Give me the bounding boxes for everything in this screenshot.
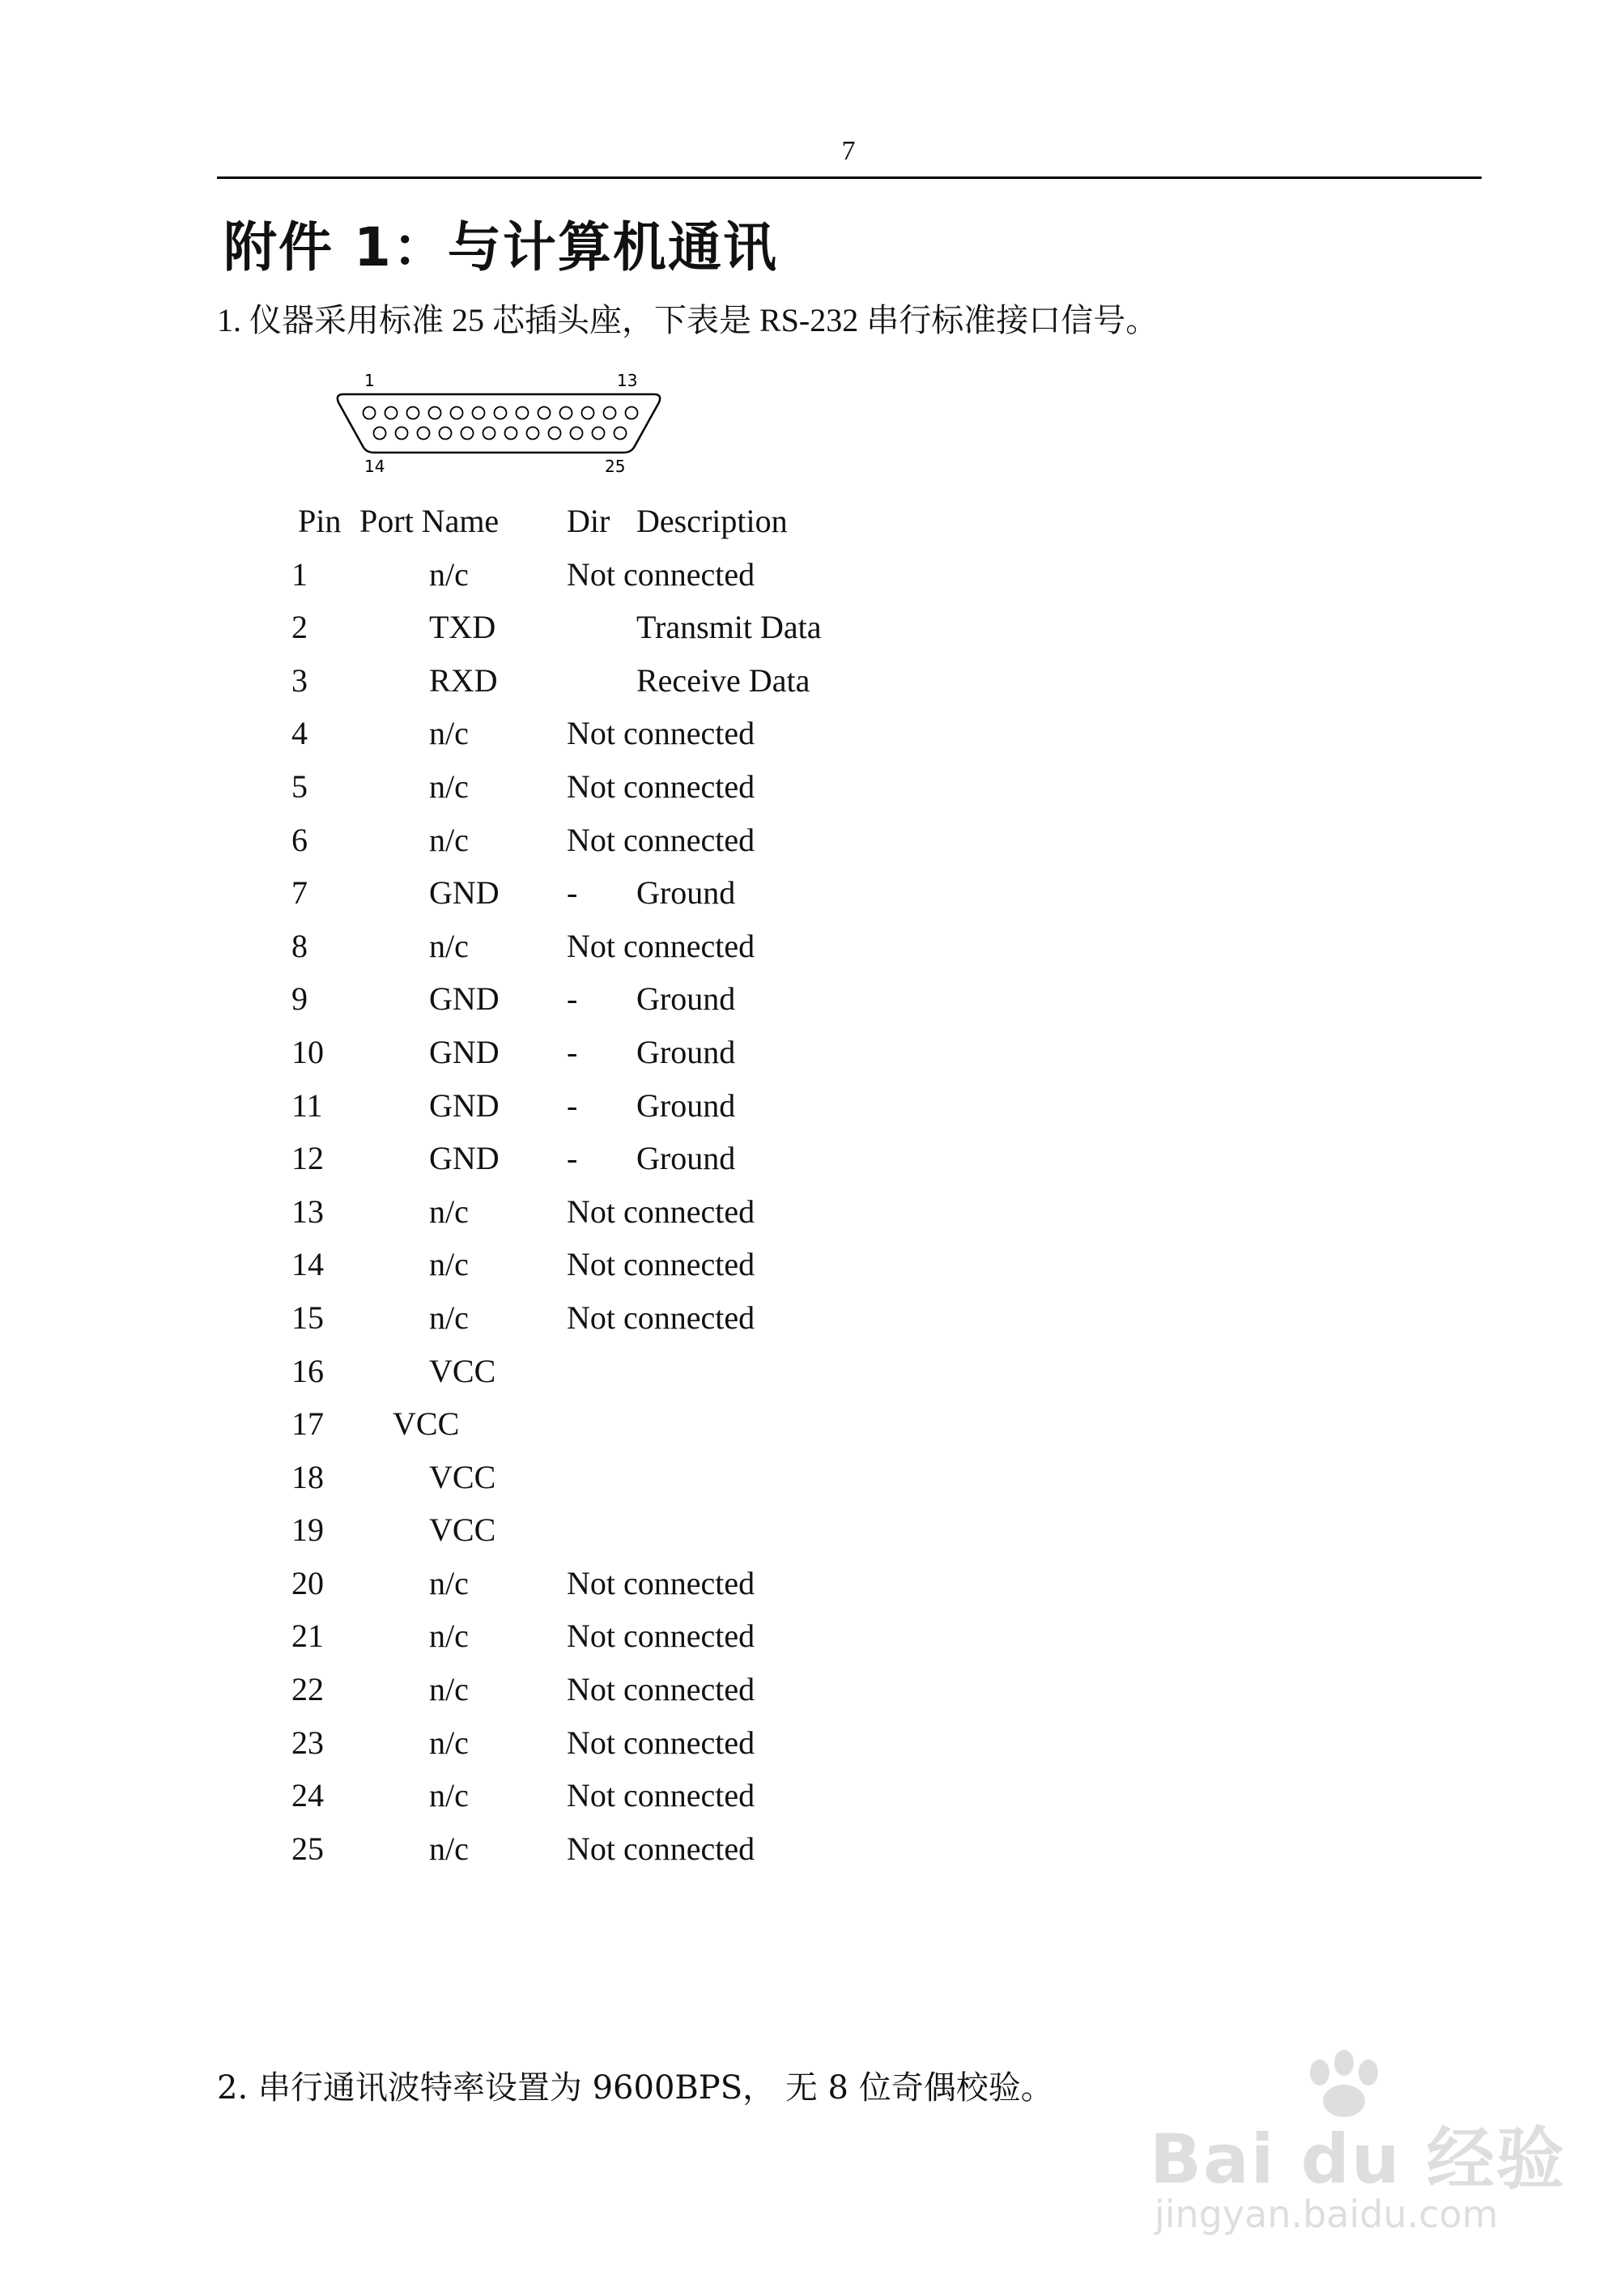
pin-cell: 4 xyxy=(291,715,308,752)
port-name-cell: VCC xyxy=(429,1512,496,1549)
connector-pin xyxy=(571,427,583,440)
port-name-cell: n/c xyxy=(429,1246,469,1283)
connector-pin xyxy=(385,407,398,419)
connector-label-pin1: 1 xyxy=(364,371,375,390)
description-cell: Not connected xyxy=(567,555,755,593)
connector-label-pin25: 25 xyxy=(605,457,626,476)
dir-cell: - xyxy=(567,1086,578,1124)
connector-pin xyxy=(440,427,452,440)
connector-pin xyxy=(549,427,561,440)
connector-pin xyxy=(615,427,627,440)
description-cell: Not connected xyxy=(567,1724,755,1761)
watermark-brand: Bai du 经验 xyxy=(1150,2120,1566,2199)
description-cell: Ground xyxy=(636,1033,736,1070)
pin-cell: 23 xyxy=(291,1724,324,1761)
description-cell: Not connected xyxy=(567,821,755,858)
port-name-cell: n/c xyxy=(429,1618,469,1655)
description-cell: Ground xyxy=(636,874,736,912)
db25-connector-diagram xyxy=(334,368,674,478)
pin-cell: 24 xyxy=(291,1777,324,1814)
pin-cell: 25 xyxy=(291,1830,324,1867)
intro-paragraph: 1. 仪器采用标准 25 芯插头座，下表是 RS-232 串行标准接口信号。 xyxy=(217,302,1159,338)
port-name-cell: n/c xyxy=(429,1830,469,1867)
baidu-watermark xyxy=(1150,2048,1566,2243)
port-name-cell: n/c xyxy=(429,1193,469,1230)
connector-pin xyxy=(626,407,638,419)
pin-cell: 2 xyxy=(291,609,308,646)
connector-shell xyxy=(338,394,660,453)
connector-pin xyxy=(461,427,474,440)
connector-pin xyxy=(396,427,408,440)
port-name-cell: VCC xyxy=(393,1405,460,1443)
connector-pin xyxy=(538,407,551,419)
pin-cell: 6 xyxy=(291,821,308,858)
pin-cell: 20 xyxy=(291,1564,324,1601)
connector-pin xyxy=(517,407,529,419)
port-name-cell: VCC xyxy=(429,1352,496,1389)
pin-cell: 22 xyxy=(291,1671,324,1708)
pin-cell: 21 xyxy=(291,1618,324,1655)
pin-cell: 1 xyxy=(291,555,308,593)
connector-pin xyxy=(483,427,495,440)
description-cell: Not connected xyxy=(567,767,755,805)
description-cell: Transmit Data xyxy=(636,609,822,646)
connector-pins xyxy=(364,407,638,440)
connector-pin xyxy=(582,407,594,419)
description-cell: Not connected xyxy=(567,715,755,752)
connector-label-pin13: 13 xyxy=(617,371,638,390)
pin-cell: 16 xyxy=(291,1352,324,1389)
pin-cell: 5 xyxy=(291,767,308,805)
description-cell: Not connected xyxy=(567,1299,755,1336)
port-name-cell: GND xyxy=(429,874,500,912)
pin-cell: 8 xyxy=(291,927,308,964)
pin-cell: 14 xyxy=(291,1246,324,1283)
page-number: 7 xyxy=(841,136,856,166)
description-cell: Not connected xyxy=(567,1246,755,1283)
port-name-cell: n/c xyxy=(429,1724,469,1761)
header-description: Description xyxy=(636,503,788,539)
connector-pin xyxy=(505,427,517,440)
connector-pin xyxy=(451,407,463,419)
watermark-url: jingyan.baidu.com xyxy=(1155,2192,1499,2236)
pin-cell: 9 xyxy=(291,980,308,1018)
connector-pin xyxy=(495,407,507,419)
pin-cell: 7 xyxy=(291,874,308,912)
pin-cell: 13 xyxy=(291,1193,324,1230)
connector-pin xyxy=(593,427,605,440)
port-name-cell: n/c xyxy=(429,1777,469,1814)
header-pin: Pin xyxy=(298,503,342,539)
connector-pin xyxy=(374,427,386,440)
connector-pin xyxy=(560,407,572,419)
connector-pin xyxy=(418,427,430,440)
description-cell: Ground xyxy=(636,980,736,1018)
description-cell: Not connected xyxy=(567,927,755,964)
port-name-cell: VCC xyxy=(429,1458,496,1495)
port-name-cell: n/c xyxy=(429,1299,469,1336)
description-cell: Not connected xyxy=(567,1193,755,1230)
description-cell: Not connected xyxy=(567,1671,755,1708)
connector-pin xyxy=(473,407,485,419)
description-cell: Not connected xyxy=(567,1830,755,1867)
description-cell: Not connected xyxy=(567,1564,755,1601)
pin-cell: 11 xyxy=(291,1086,323,1124)
dir-cell: - xyxy=(567,1140,578,1177)
dir-cell: - xyxy=(567,874,578,912)
pin-cell: 18 xyxy=(291,1458,324,1495)
description-cell: Ground xyxy=(636,1086,736,1124)
header-rule xyxy=(217,176,1482,179)
connector-pin xyxy=(407,407,419,419)
port-name-cell: TXD xyxy=(429,609,496,646)
connector-pin xyxy=(604,407,616,419)
port-name-cell: GND xyxy=(429,1086,500,1124)
port-name-cell: n/c xyxy=(429,767,469,805)
description-cell: Not connected xyxy=(567,1777,755,1814)
pin-cell: 12 xyxy=(291,1140,324,1177)
connector-pin xyxy=(429,407,441,419)
description-cell: Receive Data xyxy=(636,661,810,699)
pin-cell: 19 xyxy=(291,1512,324,1549)
port-name-cell: n/c xyxy=(429,927,469,964)
pin-cell: 17 xyxy=(291,1405,324,1443)
baud-rate-note: 2. 串行通讯波特率设置为 9600BPS， 无 8 位奇偶校验。 xyxy=(217,2069,1053,2107)
port-name-cell: n/c xyxy=(429,821,469,858)
port-name-cell: n/c xyxy=(429,1671,469,1708)
connector-pin xyxy=(364,407,376,419)
description-cell: Not connected xyxy=(567,1618,755,1655)
header-dir: Dir xyxy=(567,503,610,539)
port-name-cell: GND xyxy=(429,1033,500,1070)
port-name-cell: GND xyxy=(429,1140,500,1177)
dir-cell: - xyxy=(567,1033,578,1070)
dir-cell: - xyxy=(567,980,578,1018)
description-cell: Ground xyxy=(636,1140,736,1177)
port-name-cell: n/c xyxy=(429,555,469,593)
port-name-cell: GND xyxy=(429,980,500,1018)
header-port-name: Port Name xyxy=(359,503,500,539)
pin-cell: 10 xyxy=(291,1033,324,1070)
section-heading: 附件 1：与计算机通讯 xyxy=(223,216,778,278)
pin-cell: 15 xyxy=(291,1299,324,1336)
port-name-cell: n/c xyxy=(429,715,469,752)
port-name-cell: RXD xyxy=(429,661,498,699)
connector-label-pin14: 14 xyxy=(364,457,385,476)
connector-pin xyxy=(527,427,539,440)
port-name-cell: n/c xyxy=(429,1564,469,1601)
pin-cell: 3 xyxy=(291,661,308,699)
